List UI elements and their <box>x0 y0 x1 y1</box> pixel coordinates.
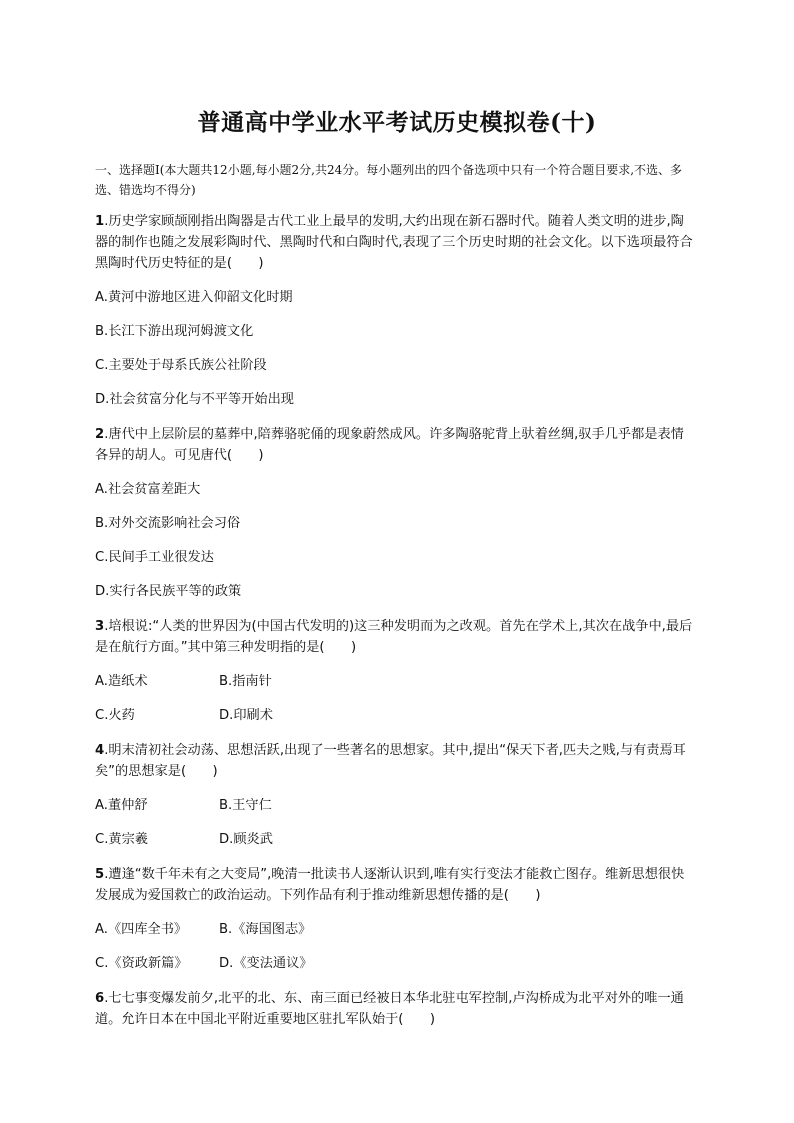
option-b: B.长江下游出现河姆渡文化 <box>95 324 254 339</box>
question-text: .遭逢“数千年未有之大变局”,晚清一批读书人逐渐认识到,唯有实行变法才能救亡图存。维新思想很快发展成为爱国救亡的政治运动。下列作品有利于推动维新思想传播的是( ) <box>95 867 685 903</box>
question-number: 6 <box>95 991 105 1006</box>
question-5-stem <box>95 864 695 906</box>
option-a: A.造纸术 <box>95 674 148 689</box>
option-b: B.指南针 <box>219 674 272 689</box>
question-text: .培根说:“人类的世界因为(中国古代发明的)这三种发明而为之改观。首先在学术上,其次在战争中,最后是在航行方面。”其中第三种发明指的是( ) <box>95 619 693 655</box>
question-number: 1 <box>95 214 105 229</box>
option-c: C.主要处于母系氏族公社阶段 <box>95 358 267 373</box>
question-4-stem <box>95 740 695 782</box>
option-b: B.对外交流影响社会习俗 <box>95 516 241 531</box>
question-3-stem <box>95 616 695 658</box>
option-c: C.黄宗羲 <box>95 832 148 847</box>
page-title: 普通高中学业水平考试历史模拟卷(十) <box>197 109 597 136</box>
option-c: C.民间手工业很发达 <box>95 550 214 565</box>
question-6-stem <box>95 988 695 1030</box>
option-c: C.《资政新篇》 <box>95 956 188 971</box>
question-number: 2 <box>95 427 105 442</box>
option-a: A.黄河中游地区进入仰韶文化时期 <box>95 290 293 305</box>
option-a: A.《四库全书》 <box>95 922 188 937</box>
option-c: C.火药 <box>95 708 135 723</box>
option-d: D.印刷术 <box>219 708 273 723</box>
question-number: 5 <box>95 867 105 882</box>
question-text: .历史学家顾颉刚指出陶器是古代工业上最早的发明,大约出现在新石器时代。随着人类文明的进步,陶器的制作也随之发展彩陶时代、黑陶时代和白陶时代,表现了三个历史时期的社会文化。以下选项最符合黑陶时代历史特征的是( ) <box>95 214 693 271</box>
question-1-stem <box>95 211 695 274</box>
option-d: D.实行各民族平等的政策 <box>95 584 242 599</box>
option-d: D.顾炎武 <box>219 832 273 847</box>
question-2-stem <box>95 424 695 466</box>
option-a: A.社会贫富差距大 <box>95 482 201 497</box>
option-b: B.《海国图志》 <box>219 922 312 937</box>
question-text: .明末清初社会动荡、思想活跃,出现了一些著名的思想家。其中,提出“保天下者,匹夫之贱,与有责焉耳矣”的思想家是( ) <box>95 743 686 779</box>
question-number: 4 <box>95 743 105 758</box>
question-text: .唐代中上层阶层的墓葬中,陪葬骆驼俑的现象蔚然成风。许多陶骆驼背上驮着丝绸,驭手几乎都是表情各异的胡人。可见唐代( ) <box>95 427 684 463</box>
question-number: 3 <box>95 619 105 634</box>
section-heading: 一、选择题Ⅰ(本大题共12小题,每小题2分,共24分。每小题列出的四个备选项中只有一个符合题目要求,不选、多选、错选均不得分) <box>95 163 683 197</box>
option-d: D.《变法通议》 <box>219 956 313 971</box>
question-text: .七七事变爆发前夕,北平的北、东、南三面已经被日本华北驻屯军控制,卢沟桥成为北平对外的唯一通道。允许日本在中国北平附近重要地区驻扎军队始于( ) <box>95 991 684 1027</box>
option-b: B.王守仁 <box>219 798 272 813</box>
option-d: D.社会贫富分化与不平等开始出现 <box>95 392 294 407</box>
option-a: A.董仲舒 <box>95 798 148 813</box>
